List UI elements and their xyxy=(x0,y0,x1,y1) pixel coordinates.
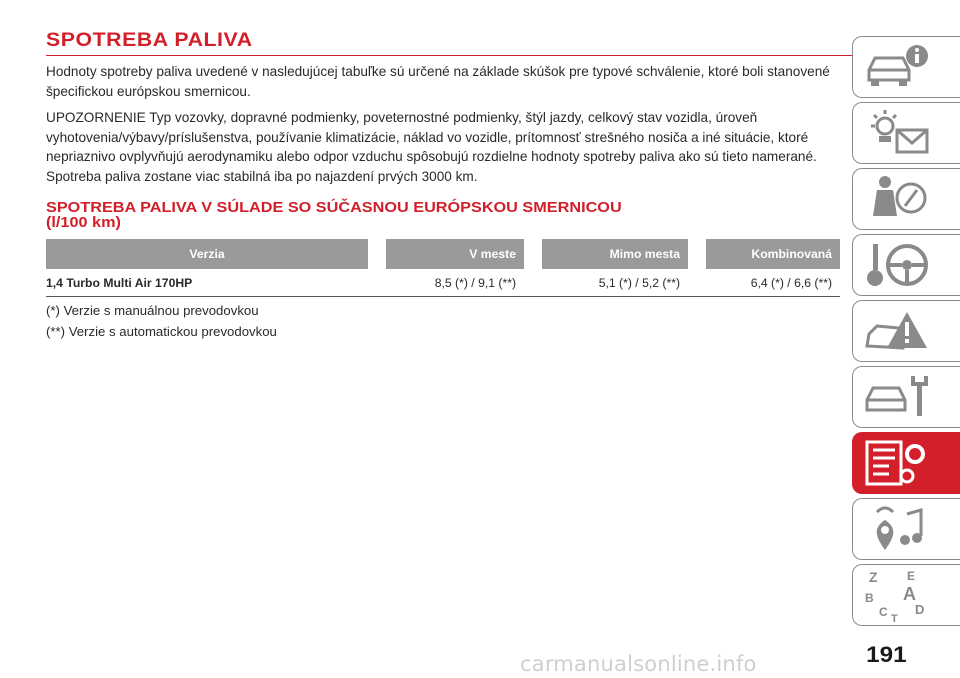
airbag-safety-icon xyxy=(863,172,933,226)
svg-text:Z: Z xyxy=(869,569,878,585)
tab-warning-lights[interactable] xyxy=(852,102,960,164)
tab-technical-data[interactable] xyxy=(852,432,960,494)
chapter-tabs xyxy=(852,36,960,630)
intro-paragraph: Hodnoty spotreby paliva uvedené v nasledujúcej tabuľke sú určené na základe skúšok pre typové schválenie, ktoré boli stanovené špecifickou európskou smernicou. xyxy=(46,64,830,99)
tab-safety[interactable] xyxy=(852,168,960,230)
footnote-automatic: (**) Verzie s automatickou prevodovkou xyxy=(46,324,277,339)
tab-maintenance[interactable] xyxy=(852,366,960,428)
tab-multimedia[interactable] xyxy=(852,498,960,560)
car-emergency-icon xyxy=(863,304,933,358)
svg-text:A: A xyxy=(903,584,916,604)
key-steering-icon xyxy=(863,238,933,292)
table-cell-extra-urban: 5,1 (*) / 5,2 (**) xyxy=(524,269,688,297)
car-info-icon xyxy=(863,40,933,94)
table-row xyxy=(46,269,840,297)
table-header-version: Verzia xyxy=(46,239,368,269)
table-header-extra-urban: Mimo mesta xyxy=(524,239,688,269)
page-title: SPOTREBA PALIVA xyxy=(46,30,935,56)
page-number: 191 xyxy=(866,642,907,667)
footnote-manual: (*) Verzie s manuálnou prevodovkou xyxy=(46,303,259,318)
table-cell-city: 8,5 (*) / 9,1 (**) xyxy=(368,269,524,297)
svg-text:C: C xyxy=(879,605,888,619)
section-subtitle xyxy=(46,201,830,231)
page-content xyxy=(46,30,840,341)
tab-emergency[interactable] xyxy=(852,300,960,362)
tab-car-info[interactable] xyxy=(852,36,960,98)
table-cell-version: 1,4 Turbo Multi Air 170HP xyxy=(46,269,368,297)
table-cell-combined: 6,4 (*) / 6,6 (**) xyxy=(688,269,840,297)
index-icon xyxy=(863,568,933,622)
svg-text:T: T xyxy=(891,613,898,622)
table-header-city: V meste xyxy=(368,239,524,269)
warning-lights-icon xyxy=(863,106,933,160)
section-subtitle-line1: SPOTREBA PALIVA V SÚLADE SO SÚČASNOU EURÓPSKOU SMERNICOU xyxy=(46,200,622,216)
multimedia-icon xyxy=(863,502,933,556)
tab-starting-driving[interactable] xyxy=(852,234,960,296)
svg-text:D: D xyxy=(915,602,925,617)
warning-paragraph: UPOZORNENIE Typ vozovky, dopravné podmienky, poveternostné podmienky, štýl jazdy, celkový stav vozidla, úroveň vyhotovenia/výbavy/príslušenstva, používanie klimatizácie, náklad vo vozidle, prítomnosť strešného nosiča a iné situácie, ktoré nepriaznivo ovplyvňujú aerodynamiku alebo odpor vzduchu spôsobujú rozdielne hodnoty spotreby paliva ako sú tieto namerané. Spotreba paliva zostane viac stabilná iba po najazdení prvých 3000 km. xyxy=(46,110,817,184)
table-header-combined: Kombinovaná xyxy=(688,239,840,269)
table-header-row xyxy=(46,239,840,269)
fuel-consumption-table xyxy=(46,239,840,297)
car-maintenance-icon xyxy=(863,370,933,424)
tab-index[interactable] xyxy=(852,564,960,626)
svg-text:E: E xyxy=(907,569,916,583)
technical-data-icon xyxy=(863,436,933,490)
watermark: carmanualsonline.info xyxy=(520,652,757,676)
section-subtitle-line2: (l/100 km) xyxy=(46,215,121,231)
svg-text:B: B xyxy=(865,591,874,605)
